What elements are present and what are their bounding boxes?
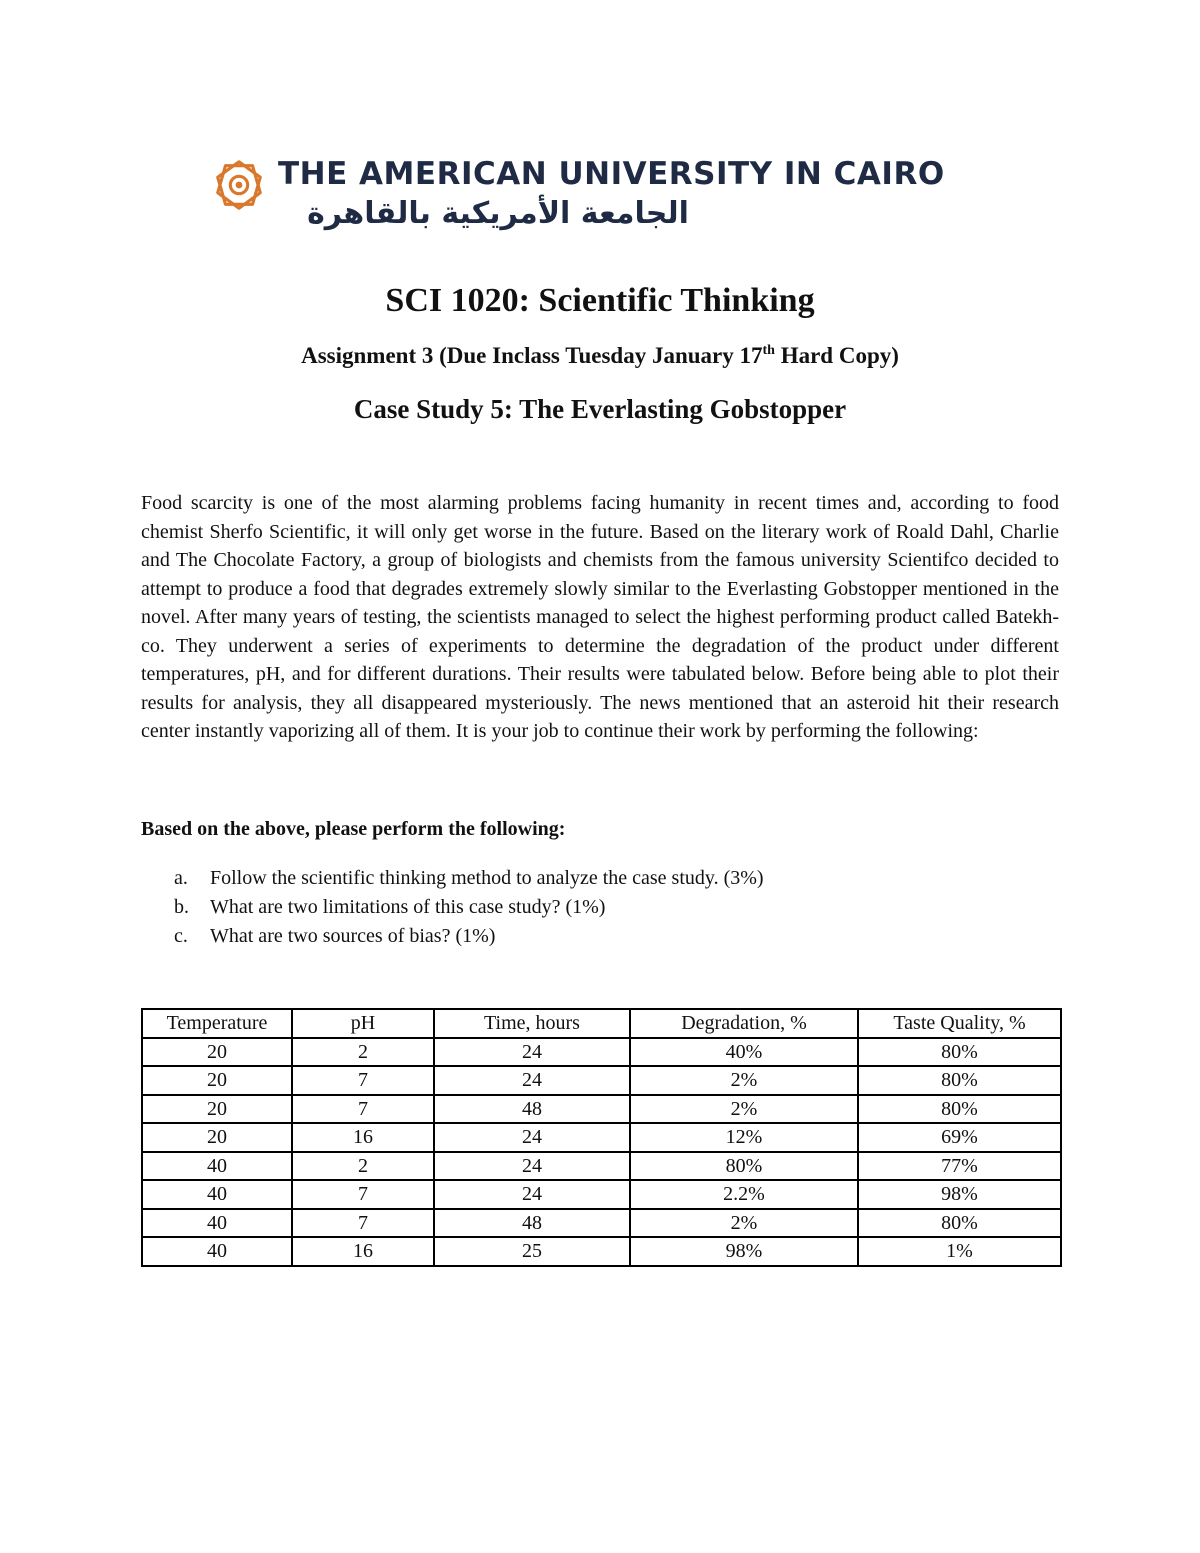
table-cell: 25: [434, 1237, 630, 1266]
assignment-prefix: Assignment 3 (Due Inclass Tuesday January 17: [301, 343, 763, 368]
university-logo: [210, 152, 1000, 242]
table-cell: 24: [434, 1152, 630, 1181]
table-cell: 1%: [858, 1237, 1061, 1266]
table-cell: 40: [142, 1237, 292, 1266]
table-cell: 69%: [858, 1123, 1061, 1152]
assignment-suffix: Hard Copy): [774, 343, 899, 368]
question-text: Follow the scientific thinking method to analyze the case study. (3%): [210, 867, 764, 889]
assignment-heading: [0, 343, 1200, 369]
table-cell: 40%: [630, 1038, 858, 1067]
table-cell: 80%: [858, 1038, 1061, 1067]
table-row: [142, 1209, 1061, 1238]
table-row: [142, 1095, 1061, 1124]
table-cell: 20: [142, 1123, 292, 1152]
question-list: [141, 864, 764, 951]
table-cell: 40: [142, 1180, 292, 1209]
table-cell: 48: [434, 1209, 630, 1238]
question-marker: b.: [174, 896, 189, 918]
question-item: [141, 922, 764, 951]
table-cell: 80%: [858, 1066, 1061, 1095]
instructions-heading: Based on the above, please perform the following:: [141, 818, 566, 840]
table-cell: 7: [292, 1209, 434, 1238]
logo-english-text: THE AMERICAN UNIVERSITY IN CAIRO: [278, 156, 945, 192]
table-cell: 20: [142, 1066, 292, 1095]
question-marker: a.: [174, 867, 188, 889]
question-item: [141, 893, 764, 922]
column-header: Time, hours: [434, 1009, 630, 1038]
column-header: pH: [292, 1009, 434, 1038]
table-cell: 2%: [630, 1209, 858, 1238]
table-cell: 98%: [858, 1180, 1061, 1209]
table-cell: 77%: [858, 1152, 1061, 1181]
table-cell: 80%: [630, 1152, 858, 1181]
question-item: [141, 864, 764, 893]
table-row: [142, 1237, 1061, 1266]
table-row: [142, 1152, 1061, 1181]
table-row: [142, 1066, 1061, 1095]
table-cell: 7: [292, 1066, 434, 1095]
table-cell: 40: [142, 1209, 292, 1238]
logo-arabic-text: الجامعة الأمريكية بالقاهرة: [307, 196, 689, 231]
question-text: What are two limitations of this case study? (1%): [210, 896, 606, 918]
table-cell: 80%: [858, 1095, 1061, 1124]
assignment-superscript: th: [762, 343, 775, 358]
table-cell: 40: [142, 1152, 292, 1181]
table-cell: 2: [292, 1038, 434, 1067]
table-cell: 48: [434, 1095, 630, 1124]
table-cell: 16: [292, 1123, 434, 1152]
table-cell: 2%: [630, 1095, 858, 1124]
table-cell: 2.2%: [630, 1180, 858, 1209]
table-cell: 20: [142, 1038, 292, 1067]
column-header: Taste Quality, %: [858, 1009, 1061, 1038]
table-cell: 20: [142, 1095, 292, 1124]
column-header: Temperature: [142, 1009, 292, 1038]
table-cell: 24: [434, 1066, 630, 1095]
table-cell: 7: [292, 1095, 434, 1124]
course-title: SCI 1020: Scientific Thinking: [385, 282, 815, 319]
table-row: [142, 1038, 1061, 1067]
case-study-title: Case Study 5: The Everlasting Gobstopper: [353, 394, 847, 424]
table-cell: 80%: [858, 1209, 1061, 1238]
table-cell: 24: [434, 1123, 630, 1152]
auc-seal-icon: [210, 156, 268, 214]
table-row: [142, 1180, 1061, 1209]
body-paragraph: Food scarcity is one of the most alarming problems facing humanity in recent times and, according to food chemist Sherfo Scientific, it will only get worse in the future. Based on the literary work of Roald Dahl, Charlie and The Chocolate Factory, a group of biologists and chemists from the famous university Scientifco decided to attempt to produce a food that degrades extremely slowly similar to the Everlasting Gobstopper mentioned in the novel. After many years of testing, the scientists managed to select the highest performing product called Batekh-co. They underwent a series of experiments to determine the degradation of the product under different temperatures, pH, and for different durations. Their results were tabulated below. Before being able to plot their results for analysis, they all disappeared mysteriously. The news mentioned that an asteroid hit their research center instantly vaporizing all of them. It is your job to continue their work by performing the following:: [141, 492, 1059, 742]
column-header: Degradation, %: [630, 1009, 858, 1038]
table-cell: 24: [434, 1180, 630, 1209]
table-cell: 24: [434, 1038, 630, 1067]
table-cell: 7: [292, 1180, 434, 1209]
table-cell: 2%: [630, 1066, 858, 1095]
table-cell: 2: [292, 1152, 434, 1181]
table-header-row: [142, 1009, 1061, 1038]
question-marker: c.: [174, 925, 188, 947]
results-table: [141, 1008, 1062, 1267]
table-cell: 12%: [630, 1123, 858, 1152]
table-cell: 98%: [630, 1237, 858, 1266]
table-row: [142, 1123, 1061, 1152]
question-text: What are two sources of bias? (1%): [210, 925, 496, 947]
table-cell: 16: [292, 1237, 434, 1266]
